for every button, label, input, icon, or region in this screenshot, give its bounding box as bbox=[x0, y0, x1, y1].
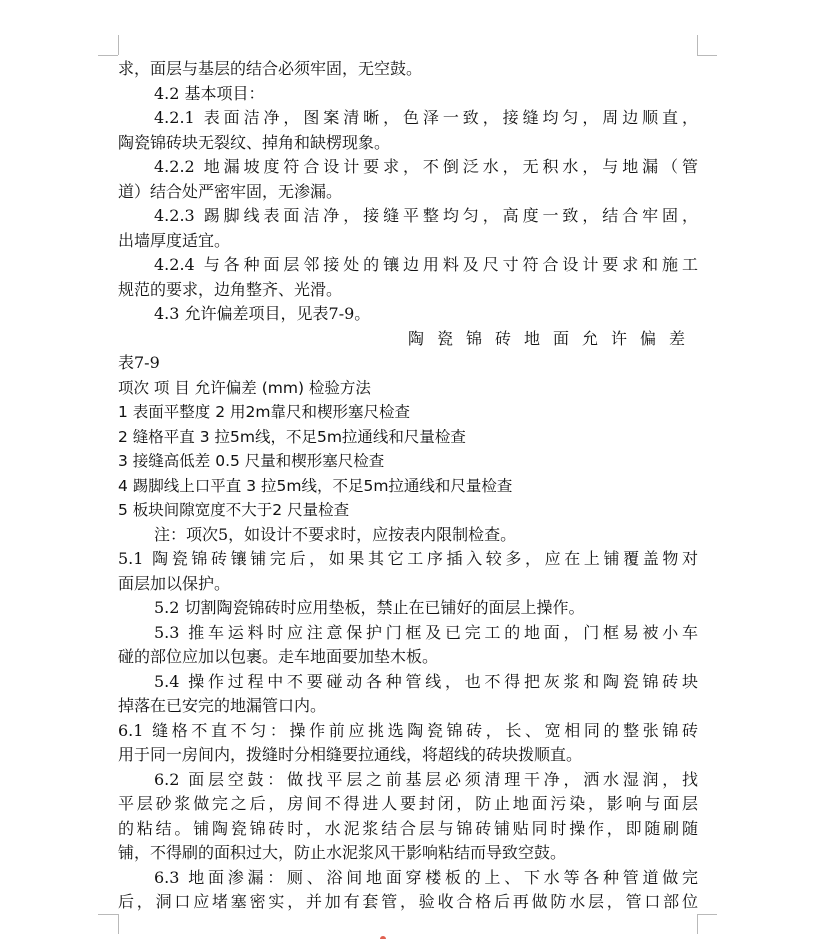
crop-mark-top-right-h bbox=[697, 55, 717, 56]
table-number: 表7-9 bbox=[118, 353, 160, 372]
crop-mark-bottom-right-h bbox=[697, 914, 717, 915]
red-mark bbox=[380, 936, 386, 939]
table-row: 3 接缝高低差 0.5 尺量和楔形塞尺检查 bbox=[118, 452, 385, 470]
table-row: 4 踢脚线上口平直 3 拉5m线，不足5m拉通线和尺量检查 bbox=[118, 476, 513, 495]
text-line: 4.2.1 表面洁净，图案清晰，色泽一致，接缝均匀，周边顺直， bbox=[154, 108, 698, 127]
text-line: 6.3 地面渗漏：厕、浴间地面穿楼板的上、下水等各种管道做完 bbox=[154, 867, 698, 887]
text-line: 陶瓷锦砖块无裂纹、掉角和缺楞现象。 bbox=[118, 132, 391, 152]
text-line: 出墙厚度适宜。 bbox=[118, 230, 231, 250]
text-line: 用于同一房间内，拨缝时分相缝要拉通线，将超线的砖块拨顺直。 bbox=[118, 745, 583, 764]
table-note: 注：项次5，如设计不要求时，应按表内限制检查。 bbox=[154, 524, 517, 544]
crop-mark-top-left-v bbox=[118, 35, 119, 55]
text-line: 5.3 推车运料时应注意保护门框及已完工的地面，门框易被小车 bbox=[154, 622, 698, 642]
table-row: 2 缝格平直 3 拉5m线，不足5m拉通线和尺量检查 bbox=[118, 427, 466, 446]
table-row: 5 板块间隙宽度不大于2 尺量检查 bbox=[118, 501, 350, 519]
text-line: 6.2 面层空鼓：做找平层之前基层必须清理干净，洒水湿润，找 bbox=[154, 769, 698, 789]
text-line: 5.2 切割陶瓷锦砖时应用垫板，禁止在已铺好的面层上操作。 bbox=[154, 598, 585, 617]
text-line: 5.1 陶瓷锦砖镶铺完后，如果其它工序插入较多，应在上铺覆盖物对 bbox=[118, 549, 698, 568]
text-line: 5.4 操作过程中不要碰动各种管线，也不得把灰浆和陶瓷锦砖块 bbox=[154, 671, 698, 691]
text-line: 求，面层与基层的结合必须牢固，无空鼓。 bbox=[118, 59, 423, 78]
text-line: 规范的要求，边角整齐、光滑。 bbox=[118, 279, 343, 299]
text-line: 平层砂浆做完之后，房间不得进人要封闭，防止地面污染，影响与面层 bbox=[118, 794, 698, 813]
crop-mark-top-right-v bbox=[697, 35, 698, 55]
text-line: 铺，不得刷的面积过大，防止水泥浆风干影响粘结而导致空鼓。 bbox=[118, 843, 567, 862]
text-line: 4.2.2 地漏坡度符合设计要求，不倒泛水，无积水，与地漏（管 bbox=[154, 157, 698, 176]
text-line: 6.1 缝格不直不匀：操作前应挑选陶瓷锦砖，长、宽相同的整张锦砖 bbox=[118, 720, 698, 740]
text-line: 4.2.4 与各种面层邻接处的镶边用料及尺寸符合设计要求和施工 bbox=[154, 255, 698, 274]
crop-mark-bottom-right-v bbox=[697, 914, 698, 934]
crop-mark-bottom-left-v bbox=[118, 914, 119, 934]
crop-mark-bottom-left-h bbox=[98, 914, 118, 915]
table-header: 项次 项 目 允许偏差 (mm) 检验方法 bbox=[118, 378, 371, 397]
document-body bbox=[118, 57, 698, 915]
text-line: 后，洞口应堵塞密实，并加有套管，验收合格后再做防水层，管口部位 bbox=[118, 892, 698, 911]
text-line: 4.3 允许偏差项目，见表7-9。 bbox=[154, 304, 371, 323]
section-heading: 4.2 基本项目： bbox=[154, 83, 265, 103]
text-line: 面层加以保护。 bbox=[118, 573, 231, 593]
text-line: 的粘结。铺陶瓷锦砖时，水泥浆结合层与锦砖铺贴同时操作，即随刷随 bbox=[118, 818, 698, 838]
text-line: 4.2.3 踢脚线表面洁净，接缝平整均匀，高度一致，结合牢固， bbox=[154, 206, 698, 225]
table-title: 陶瓷锦砖地面允许偏差 bbox=[407, 328, 698, 348]
text-line: 碰的部位应加以包裹。走车地面要加垫木板。 bbox=[118, 647, 439, 666]
text-line: 掉落在已安完的地漏管口内。 bbox=[118, 696, 327, 715]
crop-mark-top-left-h bbox=[98, 55, 118, 56]
text-line: 道）结合处严密牢固，无渗漏。 bbox=[118, 181, 343, 201]
table-row: 1 表面平整度 2 用2m靠尺和楔形塞尺检查 bbox=[118, 403, 410, 421]
